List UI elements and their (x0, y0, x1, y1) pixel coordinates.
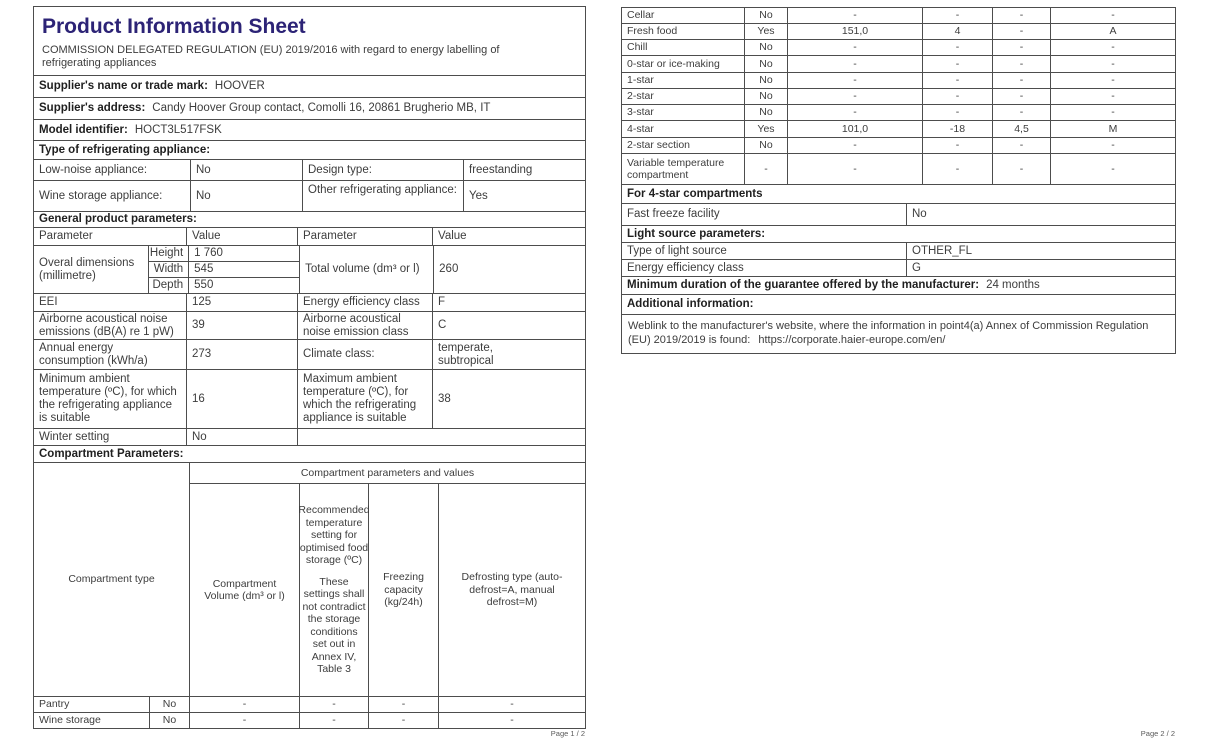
compartment-present: No (745, 89, 788, 105)
model-identifier-cell (34, 120, 586, 141)
compartment-freezing: - (369, 713, 439, 729)
guarantee-cell (622, 277, 1176, 295)
compartment-row-fresh-food (622, 24, 1176, 40)
dimension-width-label: Width (149, 262, 189, 278)
compartment-row-1-star (622, 73, 1176, 89)
compartment-subheaders-row (190, 484, 586, 697)
additional-info-header-row (622, 295, 1176, 315)
general-columns-row (34, 228, 586, 246)
page-1-footer: Page 1 / 2 (550, 729, 585, 738)
compartment-defrost: - (1051, 8, 1176, 24)
model-identifier-value: HOCT3L517FSK (134, 123, 222, 136)
compartment-present: No (150, 713, 190, 729)
noise-class-value: C (433, 312, 586, 340)
compartment-row-wine-storage (34, 713, 586, 729)
type-row-2 (34, 181, 586, 212)
compartment-temp: - (923, 154, 993, 185)
light-source-type-row (622, 243, 1176, 260)
supplier-name-label: Supplier's name or trade mark: (39, 80, 208, 92)
type-row-1 (34, 160, 586, 181)
compartment-volume: - (788, 105, 923, 121)
total-volume-label: Total volume (dm³ or l) (300, 246, 434, 294)
compartment-defrost: - (1051, 56, 1176, 73)
title-cell (34, 7, 586, 76)
eei-label: EEI (34, 294, 187, 312)
compartment-row-3-star (622, 105, 1176, 121)
compartment-present: No (745, 8, 788, 24)
supplier-address-row (34, 98, 586, 120)
compartment-volume: - (190, 697, 300, 713)
additional-info-header: Additional information: (627, 298, 754, 310)
dimension-side-column (149, 246, 189, 294)
low-noise-label: Low-noise appliance: (34, 160, 191, 181)
guarantee-label: Minimum duration of the guarantee offered by the manufacturer: (627, 279, 980, 291)
other-refrigerating-appliance-value: Yes (464, 181, 586, 212)
fast-freeze-value: No (907, 204, 1176, 226)
winter-setting-row (34, 429, 586, 446)
compartment-temp: - (923, 138, 993, 154)
light-source-header-row (622, 226, 1176, 243)
page-2-sheet (621, 7, 1176, 354)
regulation-subtitle: COMMISSION DELEGATED REGULATION (EU) 2019/2016 with regard to energy labelling of refrigerating appliances (42, 43, 500, 69)
annual-energy-row (34, 340, 586, 370)
compartment-volume: - (788, 40, 923, 56)
general-header: General product parameters: (39, 213, 197, 225)
compartment-header-cell (34, 446, 586, 463)
compartment-defrost: - (1051, 40, 1176, 56)
col-value-2: Value (433, 228, 586, 246)
freezing-capacity-column-header: Freezing capacity (kg/24h) (369, 484, 439, 697)
compartment-row-chill (622, 40, 1176, 56)
design-type-label: Design type: (303, 160, 464, 181)
min-ambient-label: Minimum ambient temperature (ºC), for which the refrigerating appliance is suitable (34, 370, 187, 429)
compartment-present: No (745, 105, 788, 121)
compartment-temp: - (300, 697, 369, 713)
ambient-temperature-row (34, 370, 586, 429)
compartment-temp-column-header (300, 484, 369, 697)
compartment-defrost: - (1051, 89, 1176, 105)
compartment-volume: 101,0 (788, 121, 923, 138)
compartment-present: - (745, 154, 788, 185)
compartment-span-header: Compartment parameters and values (190, 463, 586, 484)
compartment-row-0-star (622, 56, 1176, 73)
type-section-header-row (34, 141, 586, 160)
compartment-temp: - (923, 8, 993, 24)
noise-class-label: Airborne acoustical noise emission class (298, 312, 433, 340)
low-noise-value: No (191, 160, 303, 181)
compartment-name: Fresh food (622, 24, 745, 40)
four-star-header-row (622, 185, 1176, 204)
weblink-url: https://corporate.haier-europe.com/en/ (758, 334, 946, 346)
guarantee-value: 24 months (986, 279, 1040, 291)
compartment-temp: 4 (923, 24, 993, 40)
compartment-present: Yes (745, 24, 788, 40)
total-volume-value: 260 (434, 246, 586, 294)
compartment-defrost: - (1051, 154, 1176, 185)
col-value-1: Value (187, 228, 298, 246)
compartment-present: No (745, 40, 788, 56)
compartment-type-column-header: Compartment type (34, 463, 190, 697)
light-energy-class-label: Energy efficiency class (622, 260, 907, 277)
dimension-depth-label: Depth (149, 278, 189, 294)
dimension-width-value: 545 (189, 262, 300, 278)
compartment-present: No (745, 138, 788, 154)
climate-class-value (433, 340, 586, 370)
compartment-header-row (34, 446, 586, 463)
compartment-defrost: - (439, 697, 586, 713)
light-source-type-value: OTHER_FL (907, 243, 1176, 260)
compartment-freezing: - (993, 24, 1051, 40)
compartment-row-pantry (34, 697, 586, 713)
compartment-freezing: - (993, 89, 1051, 105)
dimension-value-column (189, 246, 300, 294)
compartment-name: Variable temperature compartment (622, 154, 745, 185)
compartment-present: No (745, 56, 788, 73)
compartment-freezing: - (993, 56, 1051, 73)
compartment-name: Chill (622, 40, 745, 56)
compartment-present: No (745, 73, 788, 89)
compartment-header: Compartment Parameters: (39, 447, 184, 460)
compartment-row-2-star-section (622, 138, 1176, 154)
compartment-temp: - (300, 713, 369, 729)
compartment-defrost: - (1051, 138, 1176, 154)
light-energy-class-value: G (907, 260, 1176, 277)
compartment-temp: - (923, 89, 993, 105)
model-identifier-label: Model identifier: (39, 123, 128, 136)
compartment-freezing: - (993, 73, 1051, 89)
light-source-type-label: Type of light source (622, 243, 907, 260)
additional-info-header-cell (622, 295, 1176, 315)
title-row (34, 7, 586, 76)
compartment-name: 4-star (622, 121, 745, 138)
annual-energy-value: 273 (187, 340, 298, 370)
compartment-volume: - (190, 713, 300, 729)
weblink-row (622, 315, 1176, 354)
light-source-header: Light source parameters: (627, 227, 766, 240)
max-ambient-value: 38 (433, 370, 586, 429)
compartment-row-cellar (622, 8, 1176, 24)
defrosting-type-column-header: Defrosting type (auto-defrost=A, manual defrost=M) (439, 484, 586, 697)
general-header-row (34, 212, 586, 228)
type-section-header: Type of refrigerating appliance: (39, 143, 211, 156)
compartment-name: 0-star or ice-making (622, 56, 745, 73)
weblink-cell (622, 315, 1176, 354)
light-source-header-cell (622, 226, 1176, 243)
compartment-defrost: M (1051, 121, 1176, 138)
fast-freeze-row (622, 204, 1176, 226)
supplier-address-value: Candy Hoover Group contact, Comolli 16, 20861 Brugherio MB, IT (152, 102, 491, 114)
eei-row (34, 294, 586, 312)
max-ambient-label: Maximum ambient temperature (ºC), for which the refrigerating appliance is suitable (298, 370, 433, 429)
dimension-height-label: Height (149, 246, 189, 262)
type-section-header-cell (34, 141, 586, 160)
compartment-defrost: - (1051, 105, 1176, 121)
winter-setting-empty-cell (298, 429, 586, 446)
compartment-temp: - (923, 73, 993, 89)
compartment-volume: - (788, 56, 923, 73)
eei-value: 125 (187, 294, 298, 312)
dimension-height-value: 1 760 (189, 246, 300, 262)
compartment-table-header-block (34, 463, 586, 697)
compartment-row-4-star (622, 121, 1176, 138)
compartment-present: No (150, 697, 190, 713)
noise-emissions-label: Airborne acoustical noise emissions (dB(A) re 1 pW) (34, 312, 187, 340)
annual-energy-label: Annual energy consumption (kWh/a) (34, 340, 187, 370)
compartment-freezing: 4,5 (993, 121, 1051, 138)
supplier-name-cell (34, 76, 586, 98)
compartment-volume: 151,0 (788, 24, 923, 40)
compartment-freezing: - (369, 697, 439, 713)
compartment-temp: - (923, 56, 993, 73)
compartment-volume: - (788, 89, 923, 105)
winter-setting-value: No (187, 429, 298, 446)
compartment-volume-column-header: Compartment Volume (dm³ or l) (190, 484, 300, 697)
supplier-name-value: HOOVER (214, 80, 265, 92)
supplier-address-label: Supplier's address: (39, 102, 146, 114)
compartment-volume: - (788, 73, 923, 89)
guarantee-row (622, 277, 1176, 295)
col-parameter-1: Parameter (34, 228, 187, 246)
compartment-volume: - (788, 138, 923, 154)
climate-class-label: Climate class: (298, 340, 433, 370)
light-energy-class-row (622, 260, 1176, 277)
compartment-freezing: - (993, 154, 1051, 185)
other-refrigerating-appliance-label: Other refrigerating appliance: (303, 181, 464, 212)
compartment-present: Yes (745, 121, 788, 138)
fast-freeze-label: Fast freeze facility (622, 204, 907, 226)
energy-class-value: F (433, 294, 586, 312)
supplier-name-row (34, 76, 586, 98)
dimensions-block (34, 246, 586, 294)
compartment-volume: - (788, 8, 923, 24)
dimension-depth-value: 550 (189, 278, 300, 294)
compartment-freezing: - (993, 138, 1051, 154)
compartment-freezing: - (993, 8, 1051, 24)
compartment-name: 1-star (622, 73, 745, 89)
compartment-defrost: - (439, 713, 586, 729)
model-identifier-row (34, 120, 586, 141)
compartment-temp-header-main: Recommended temperature setting for optimised food storage (ºC) (298, 504, 370, 567)
compartment-row-variable-temperature (622, 154, 1176, 185)
compartment-name: Cellar (622, 8, 745, 24)
compartment-temp: - (923, 40, 993, 56)
compartment-name: Pantry (34, 697, 150, 713)
compartment-defrost: A (1051, 24, 1176, 40)
noise-row (34, 312, 586, 340)
compartment-name: 2-star (622, 89, 745, 105)
compartment-temp: -18 (923, 121, 993, 138)
wine-storage-appliance-value: No (191, 181, 303, 212)
wine-storage-appliance-label: Wine storage appliance: (34, 181, 191, 212)
compartment-params-header-stack (190, 463, 586, 697)
page-2-footer: Page 2 / 2 (1140, 729, 1175, 738)
compartment-name: 2-star section (622, 138, 745, 154)
supplier-address-cell (34, 98, 586, 120)
compartment-freezing: - (993, 40, 1051, 56)
noise-emissions-value: 39 (187, 312, 298, 340)
page-title: Product Information Sheet (42, 14, 306, 38)
compartment-row-2-star (622, 89, 1176, 105)
four-star-header-cell (622, 185, 1176, 204)
four-star-header: For 4-star compartments (627, 187, 763, 200)
compartment-name: 3-star (622, 105, 745, 121)
climate-class-value-text: temperate, subtropical (438, 341, 494, 367)
page-1-sheet (33, 6, 586, 729)
compartment-temp-header-note: These settings shall not contradict the storage conditions set out in Annex IV, Table 3 (302, 575, 366, 676)
min-ambient-value: 16 (187, 370, 298, 429)
compartment-defrost: - (1051, 73, 1176, 89)
compartment-volume: - (788, 154, 923, 185)
compartment-name: Wine storage (34, 713, 150, 729)
col-parameter-2: Parameter (298, 228, 433, 246)
compartment-freezing: - (993, 105, 1051, 121)
design-type-value: freestanding (464, 160, 586, 181)
compartment-temp: - (923, 105, 993, 121)
general-header-cell (34, 212, 586, 228)
weblink-text: Weblink to the manufacturer's website, where the information in point4(a) Annex of Commission Regulation (EU) 2019/2019 is found: (628, 320, 1149, 346)
winter-setting-label: Winter setting (34, 429, 187, 446)
overall-dimensions-label: Overal dimensions (millimetre) (34, 246, 149, 294)
energy-class-label: Energy efficiency class (298, 294, 433, 312)
